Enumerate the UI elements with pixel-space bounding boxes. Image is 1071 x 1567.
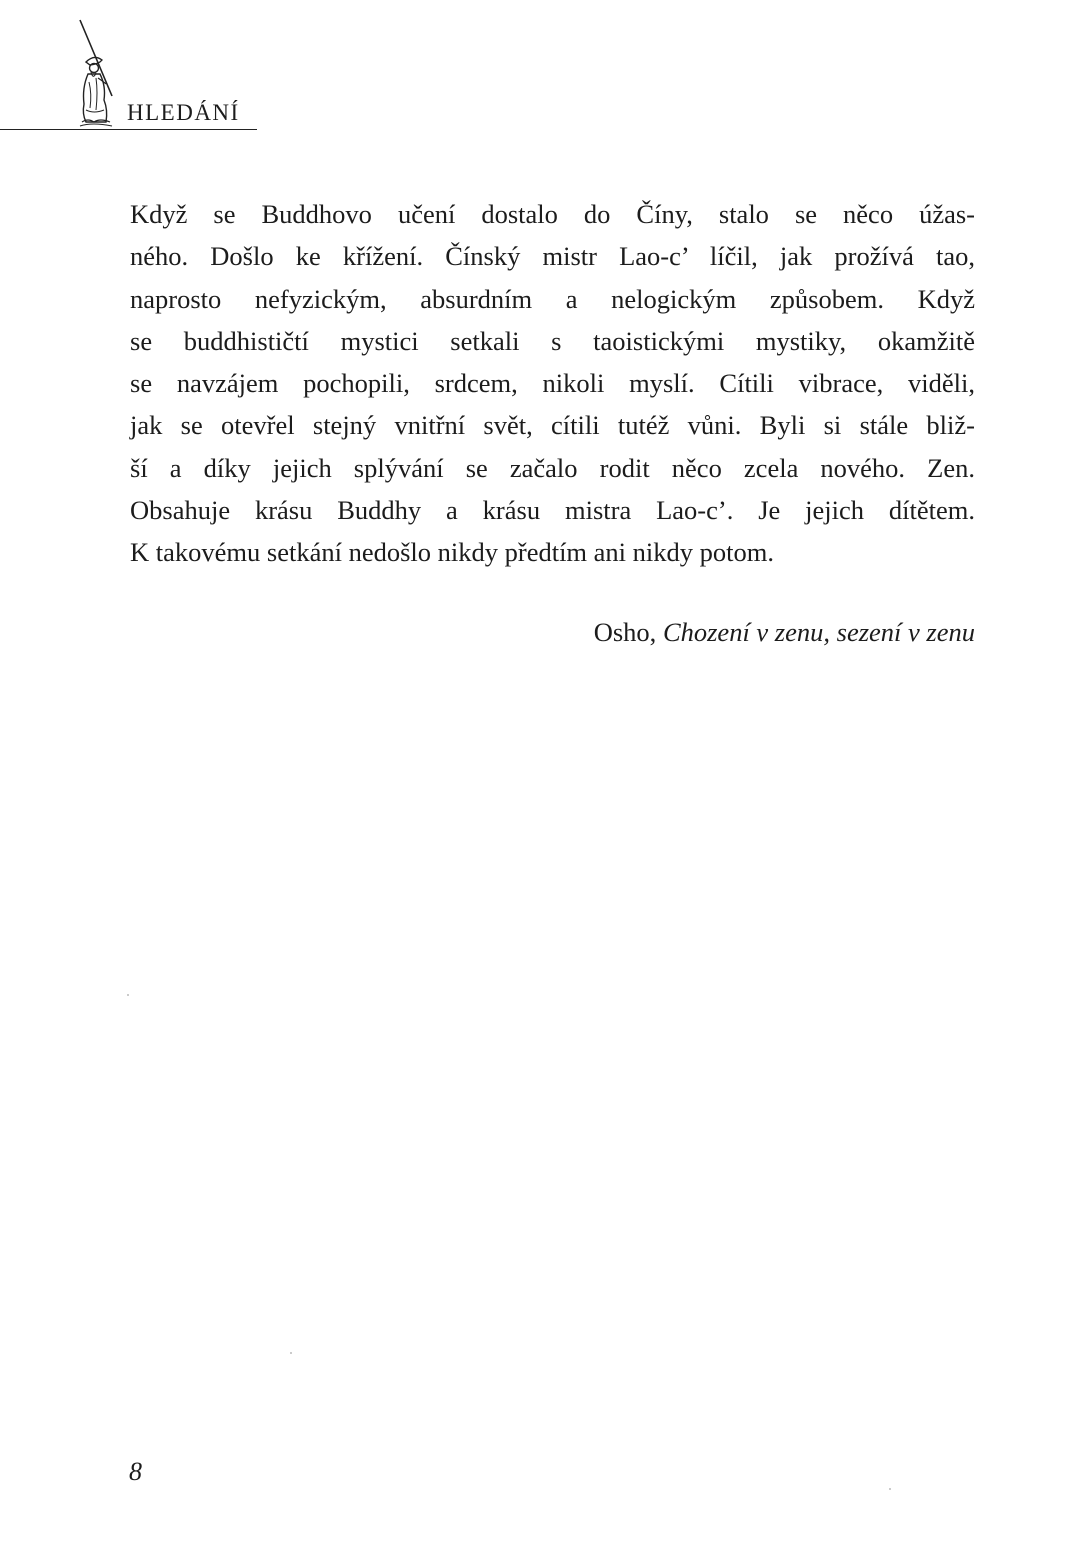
section-title: HLEDÁNÍ [127, 100, 240, 125]
quote-attribution [594, 612, 975, 652]
body-line: se buddhističtí mystici setkali s taoistickými mystiky, okamžitě [130, 325, 975, 356]
body-line: ší a díky jejich splývání se začalo rodit něco zcela nového. Zen. [130, 452, 975, 483]
attribution-book-title: Chození v zenu, sezení v zenu [662, 617, 975, 647]
body-line: se navzájem pochopili, srdcem, nikoli myslí. Cítili vibrace, viděli, [130, 368, 975, 399]
body-line: Obsahuje krásu Buddhy a krásu mistra Lao-c’. Je jejich dítětem. [130, 495, 975, 526]
header-rule [0, 129, 257, 130]
scan-speck [290, 1352, 292, 1354]
running-header [0, 0, 260, 132]
body-line: naprosto nefyzickým, absurdním a nelogickým způsobem. Když [130, 283, 975, 314]
body-line: K takovému setkání nedošlo nikdy předtím ani nikdy potom. [130, 537, 775, 568]
body-line: Když se Buddhovo učení dostalo do Číny, stalo se něco úžas- [130, 199, 975, 229]
page-number: 8 [129, 1457, 142, 1486]
body-paragraph [130, 193, 975, 574]
sage-with-staff-icon [72, 18, 122, 130]
attribution-author: Osho, [593, 617, 663, 647]
body-line: jak se otevřel stejný vnitřní svět, cítili tutéž vůni. Byli si stále bliž- [130, 410, 975, 441]
body-line: ného. Došlo ke křížení. Čínský mistr Lao-c’ líčil, jak prožívá tao, [130, 241, 975, 272]
scan-speck [889, 1488, 891, 1490]
scan-speck [127, 994, 129, 996]
